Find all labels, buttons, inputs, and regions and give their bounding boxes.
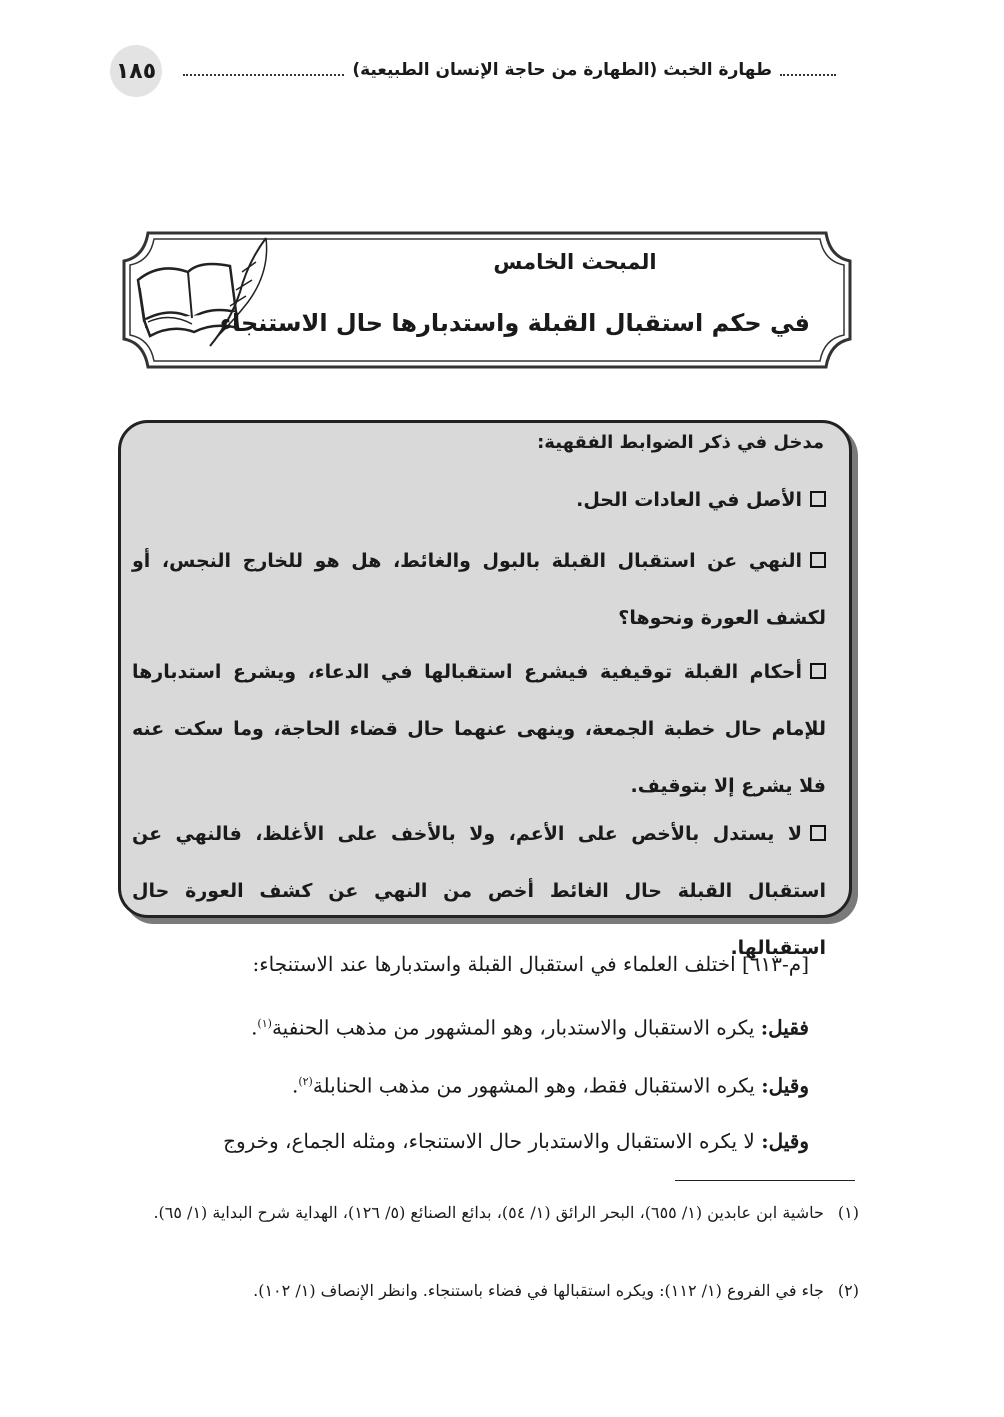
checkbox-square-icon bbox=[810, 663, 826, 679]
rule-text: أحكام القبلة توقيفية فيشرع استقبالها في الدعاء، ويشرع استدبارها للإمام حال خطبة الجمعة، وينهى عنهما حال قضاء الحاجة، وما سكت عنه فلا يشرع إلا بتوقيف. bbox=[132, 661, 826, 797]
footnote-number: (١) bbox=[837, 1203, 859, 1222]
footnote-text: حاشية ابن عابدين (١/ ٦٥٥)، البحر الرائق (١/ ٥٤)، بدائع الصنائع (٥/ ١٢٦)، الهداية شرح البداية (١/ ٦٥). bbox=[153, 1203, 824, 1222]
opinion-paragraph bbox=[115, 1004, 809, 1048]
footnote-ref: (١) bbox=[257, 1017, 272, 1030]
opinion-lead: فقيل: bbox=[760, 1015, 809, 1040]
opinion-text: يكره الاستقبال فقط، وهو المشهور من مذهب الحنابلة bbox=[312, 1073, 762, 1098]
footnote-separator bbox=[675, 1180, 855, 1181]
section-subtitle: في حكم استقبال القبلة واستدبارها حال الاستنجاء bbox=[219, 309, 810, 337]
rule-text: لا يستدل بالأخص على الأعم، ولا بالأخف على الأغلظ، فالنهي عن استقبال القبلة حال الغائط أخص من النهي عن كشف العورة حال استقبالها. bbox=[132, 823, 826, 959]
footnote bbox=[115, 1198, 859, 1228]
rule-item bbox=[132, 644, 826, 815]
opinion-tail: . bbox=[291, 1073, 299, 1098]
opinion-lead: وقيل: bbox=[761, 1073, 809, 1098]
checkbox-square-icon bbox=[810, 825, 826, 841]
opinion-text: لا يكره الاستقبال والاستدبار حال الاستنجاء، ومثله الجماع، وخروج bbox=[223, 1129, 762, 1153]
section-title: المبحث الخامس bbox=[493, 250, 657, 274]
header-dots-left bbox=[183, 74, 344, 76]
rule-text: النهي عن استقبال القبلة بالبول والغائط، هل هو للخارج النجس، أو لكشف العورة ونحوها؟ bbox=[132, 550, 826, 629]
checkbox-square-icon bbox=[810, 552, 826, 568]
intro-paragraph: [م-٦١٣] اختلف العلماء في استقبال القبلة واستدبارها عند الاستنجاء: bbox=[252, 952, 809, 976]
page-number: ١٨٥ bbox=[115, 58, 157, 84]
rule-item bbox=[132, 472, 826, 529]
running-header bbox=[175, 55, 844, 85]
opinion-paragraph bbox=[115, 1121, 809, 1161]
rule-item bbox=[132, 533, 826, 647]
opinion-lead: وقيل: bbox=[761, 1129, 809, 1153]
rules-heading: مدخل في ذكر الضوابط الفقهية: bbox=[537, 432, 824, 453]
opinion-text: يكره الاستقبال والاستدبار، وهو المشهور من مذهب الحنفية bbox=[271, 1015, 761, 1040]
opinion-paragraph bbox=[115, 1062, 809, 1106]
opinion-tail: . bbox=[251, 1015, 258, 1040]
running-title: طهارة الخبث (الطهارة من حاجة الإنسان الطبيعية) bbox=[352, 60, 772, 80]
footnote-ref: (٢) bbox=[298, 1075, 313, 1088]
footnote-text: جاء في الفروع (١/ ١١٢): ويكره استقبالها في فضاء باستنجاء. وانظر الإنصاف (١/ ١٠٢). bbox=[253, 1281, 824, 1300]
footnote bbox=[115, 1276, 859, 1306]
page-number-badge bbox=[110, 45, 162, 97]
footnote-number: (٢) bbox=[837, 1281, 859, 1300]
checkbox-square-icon bbox=[810, 491, 826, 507]
header-dots-right bbox=[780, 74, 836, 76]
rule-text: الأصل في العادات الحل. bbox=[576, 489, 802, 511]
